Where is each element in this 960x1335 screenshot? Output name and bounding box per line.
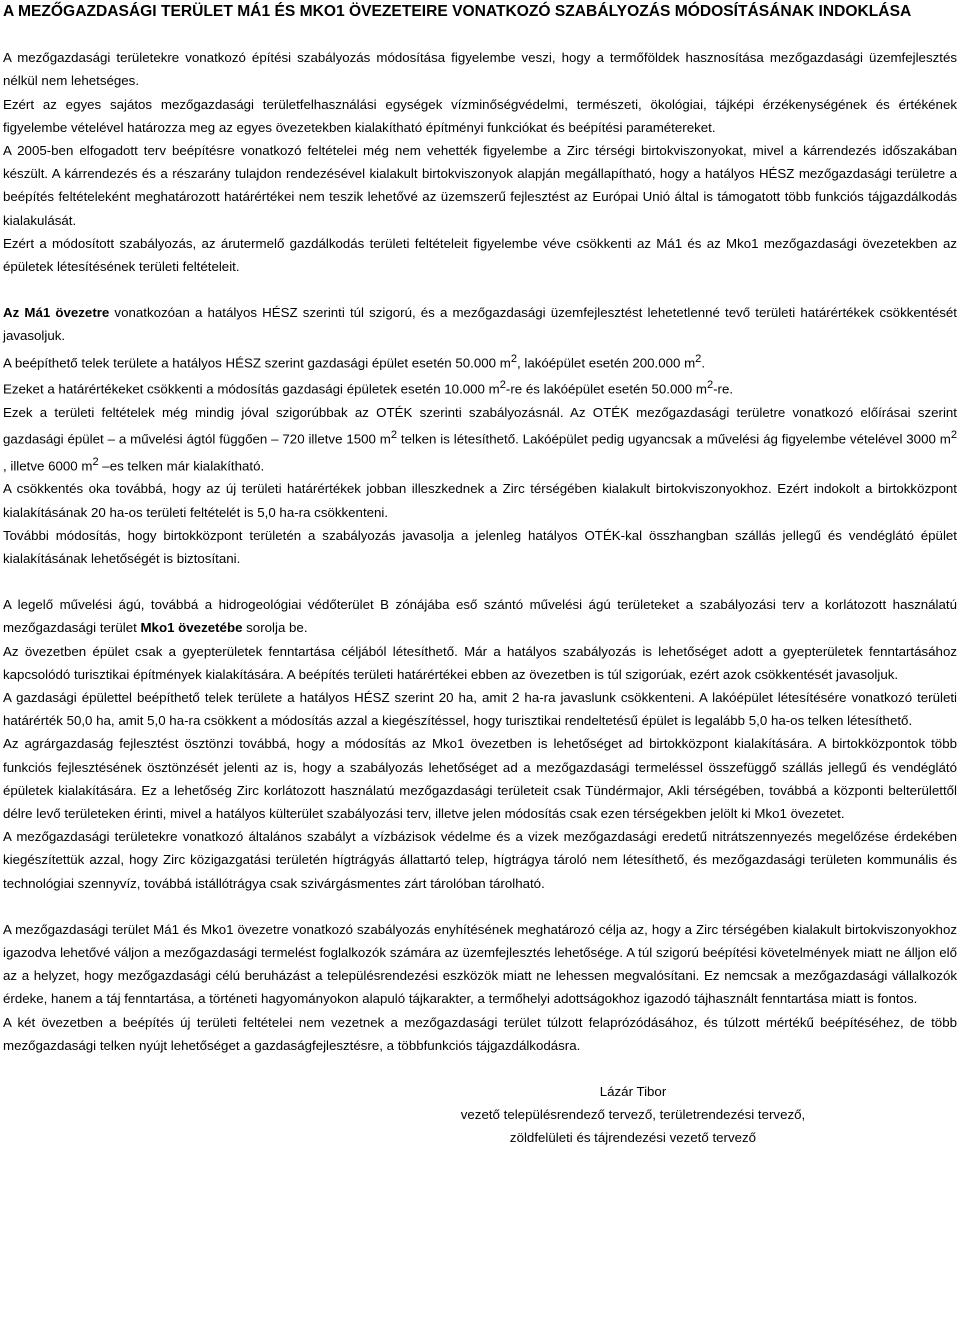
paragraph: Ezért a módosított szabályozás, az árutermelő gazdálkodás területi feltételeit figyelembe véve csökkenti az Má1 és az Mko1 mezőgazdasági övezetekben az épületek létesítésének területi feltételeit. <box>3 235 957 275</box>
text-run: . <box>701 355 706 371</box>
superscript: 2 <box>390 429 398 442</box>
text-run: , illetve 6000 m <box>3 458 93 474</box>
superscript: 2 <box>706 379 714 392</box>
text-run: A beépíthető telek területe a hatályos HÉSZ szerint gazdasági épület esetén 50.000 m <box>3 355 511 371</box>
document-heading: A MEZŐGAZDASÁGI TERÜLET MÁ1 ÉS MKO1 ÖVEZETEIRE VONATKOZÓ SZABÁLYOZÁS MÓDOSÍTÁSÁNAK INDOKLÁSA <box>3 3 912 20</box>
text-run: -re. <box>713 381 734 397</box>
text-run: sorolja be. <box>242 620 308 636</box>
paragraph: A 2005-ben elfogadott terv beépítésre vonatkozó feltételei még nem vehették figyelembe a Zirc térségi birtokviszonyokat, mivel a kárrendezés időszakában készült. A kárrendezés és a részarány tulajdon rendezésével kialakult birtokviszonyok alapján megállapítható, hogy a hatályos HÉSZ mezőgazdasági területre a beépítés feltételeként meghatározott határértékei nem teszik lehetővé az üzemszerű fejlesztést az Európai Unió által is támogatott több funkciós tájgazdálkodás kialakulását. <box>3 143 957 228</box>
paragraph: A mezőgazdasági területekre vonatkozó építési szabályozás módosítása figyelembe veszi, hogy a termőföldek hasznosítása mezőgazdasági üzemfejlesztés nélkül nem lehetséges. <box>3 50 957 89</box>
spacer <box>3 1057 957 1080</box>
paragraph: További módosítás, hogy birtokközpont területén a szabályozás javasolja a jelenleg hatályos OTÉK-kal összhangban szállás jellegű és vendéglátó épület kialakításának lehetőségét is biztosítani. <box>3 527 957 566</box>
spacer <box>3 278 957 301</box>
text-run: telken is létesíthető. Lakóépület pedig ugyancsak a művelési ág figyelembe vételével 3000 m <box>397 431 951 447</box>
spacer <box>3 895 957 918</box>
text-run: –es telken már kialakítható. <box>98 458 265 474</box>
paragraph: Az agrárgazdaság fejlesztést ösztönzi továbbá, hogy a módosítás az Mko1 övezetben is lehetőséget ad birtokközpont kialakítására. A birtokközpontok több funkciós fejlesztésének ösztönzését jelenti az is, hogy a szabályozás lehetőséget ad a mezőgazdasági termeléssel összefüggő szállás jellegű és vendéglátó épületek kialakítására. Ez a lehetőség Zirc korlátozott használatú mezőgazdasági területeit csak Tündérmajor, Akli térségében, továbbá a központi belterülettől délre levő területeken érinti, mivel a hatályos külterület szabályozási terv, illetve jelen módosítás csak ezen térségekben jelölt ki Mko1 övezetet. <box>3 736 957 821</box>
superscript: 2 <box>499 379 506 392</box>
paragraph <box>3 348 957 375</box>
section-intro <box>3 46 957 278</box>
paragraph <box>3 401 957 477</box>
bold-term: Az Má1 övezetre <box>3 305 110 321</box>
paragraph: Ezért az egyes sajátos mezőgazdasági területfelhasználási egységek vízminőségvédelmi, természeti, ökológiai, tájképi érzékenységének és értékének figyelembe vételével határozza meg az egyes övezetekben kialakítható építményi funkciókat és beépítési paramétereket. <box>3 96 957 135</box>
paragraph: A mezőgazdasági terület Má1 és Mko1 övezetre vonatkozó szabályozás enyhítésének meghatározó célja az, hogy a Zirc térségében kialakult birtokviszonyokhoz igazodva lehetővé váljon a mezőgazdasági termelést foglalkozók számára az üzemfejlesztés lehetősége. A túl szigorú beépítési követelmények miatt ne álljon elő az a helyzet, hogy mezőgazdasági célú beruházást a településrendezési eszközök miatt ne lehessen megvalósítani. Ez nemcsak a mezőgazdasági vállalkozók érdeke, hanem a táj fenntartása, a történeti hagyományokon alapuló tájkarakter, a termőhelyi adottságokhoz igazodó tájhasznált fenntartása miatt is fontos. <box>3 921 957 1007</box>
text-run: Ezeket a határértékeket csökkenti a módosítás gazdasági épületek esetén 10.000 m <box>3 381 500 397</box>
spacer <box>3 23 957 46</box>
paragraph: A mezőgazdasági területekre vonatkozó általános szabályt a vízbázisok védelme és a vizek mezőgazdasági eredetű nitrátszennyezés megelőzése érdekében kiegészítettük azzal, hogy Zirc közigazgatási területén hígtrágyás állattartó telep, hígtrágya tároló nem létesíthető, és mezőgazdasági területen kommunális és technológiai szennyvíz, továbbá istállótrágya csak szivárgásmentes zárt tárolóban tárolható. <box>3 829 957 891</box>
paragraph: A két övezetben a beépítés új területi feltételei nem vezetnek a mezőgazdasági terület túlzott felaprózódásához, és túlzott mértékű beépítéséhez, de több mezőgazdasági telken nyújt lehetőséget a gazdaságfejlesztésre, a többfunkciós tájgazdálkodásra. <box>3 1014 957 1053</box>
paragraph: A gazdasági épülettel beépíthető telek területe a hatályos HÉSZ szerint 20 ha, amit 2 ha-ra javaslunk csökkenteni. A lakóépület létesítésére vonatkozó területi határérték 50,0 ha, amit 5,0 ha-ra csökkent a módosítás azzal a kiegészítéssel, hogy turisztikai rendeltetésű épület is legalább 5,0 ha-os telken létesíthető. <box>3 689 957 729</box>
spacer <box>3 570 957 593</box>
text-run: -re és lakóépület esetén 50.000 m <box>505 381 707 397</box>
superscript: 2 <box>695 352 702 365</box>
signature-name: Lázár Tibor <box>599 1084 667 1100</box>
paragraph: Az övezetben épület csak a gyepterületek fenntartása céljából létesíthető. Már a hatályos szabályozás is lehetőséget adott a gyepterületek fenntartásához kapcsolódó turisztikai építmények kialakítására. A beépítés területi határértékei ebben az övezetben is túl szigorúak, ezért azok csökkentését javasoljuk. <box>3 643 957 682</box>
section-mko1 <box>3 593 957 895</box>
text-run: A legelő művelési ágú, továbbá a hidrogeológiai védőterület B zónájába eső szántó művelési ágú területeket a szabályozási terv a korlátozott használatú mezőgazdasági terület <box>3 597 957 636</box>
paragraph <box>3 374 957 401</box>
paragraph: A csökkentés oka továbbá, hogy az új területi határértékek jobban illeszkednek a Zirc térségében kialakult birtokviszonyokhoz. Ezért indokolt a birtokközpont kialakításának 20 ha-os területi feltételét is 5,0 ha-ra csökkenteni. <box>3 481 957 520</box>
text-run: , lakóépület esetén 200.000 m <box>517 355 696 371</box>
superscript: 2 <box>92 455 99 468</box>
text-run: vonatkozóan a hatályos HÉSZ szerinti túl szigorú, és a mezőgazdasági üzemfejlesztést lehetetlenné tevő területi határértékek csökkentését javasoljuk. <box>3 305 957 344</box>
signature-title: vezető településrendező tervező, területrendezési tervező, <box>460 1107 806 1123</box>
paragraph <box>3 301 957 347</box>
text-run: Ezek a területi feltételek még mindig jóval szigorúbbak az OTÉK szerinti szabályozásnál. Az OTÉK mezőgazdasági területre vonatkozó előírásai szerint gazdasági épület – a művelési ágtól függően – 720 illetve 1500 m <box>3 404 957 447</box>
bold-term: Mko1 övezetébe <box>140 620 243 636</box>
section-conclusion <box>3 918 957 1057</box>
superscript: 2 <box>510 352 517 365</box>
superscript: 2 <box>950 429 957 442</box>
section-ma1 <box>3 301 957 570</box>
signature-block <box>433 1080 833 1150</box>
signature-title: zöldfelületi és tájrendezési vezető tervező <box>509 1130 757 1146</box>
paragraph <box>3 593 957 639</box>
